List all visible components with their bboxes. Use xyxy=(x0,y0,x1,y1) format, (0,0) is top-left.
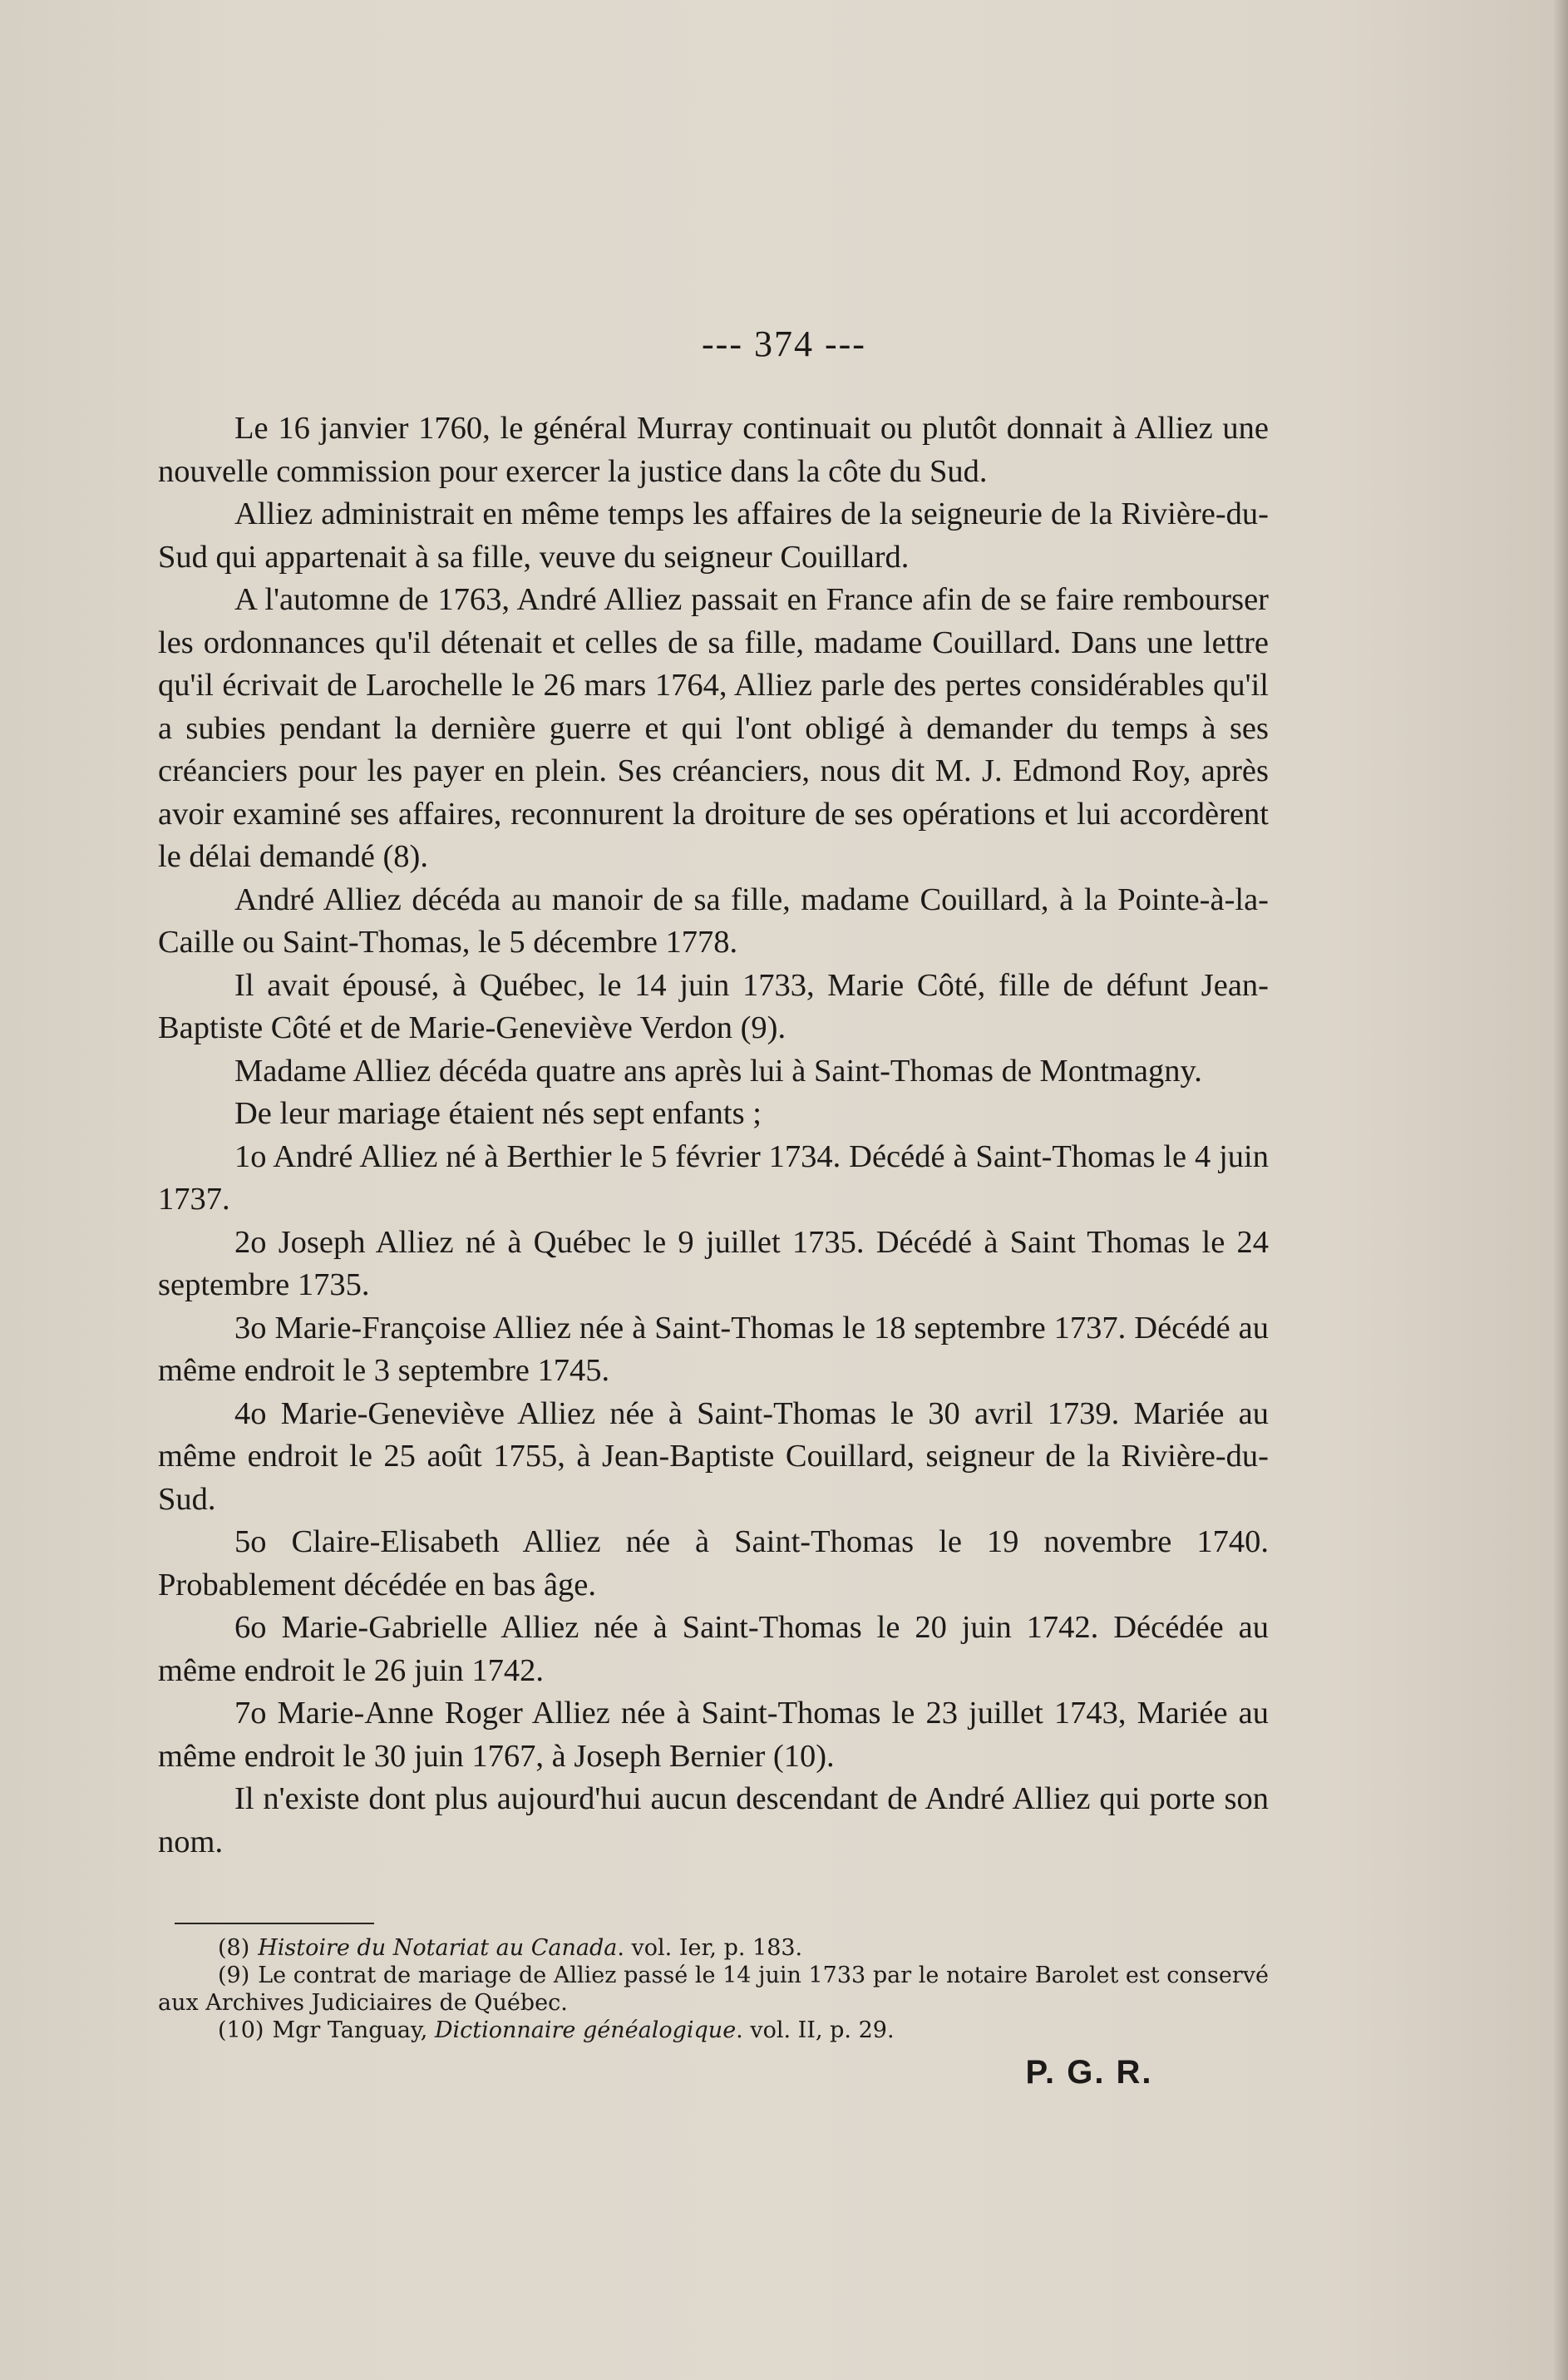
footnote-10: (10) Mgr Tanguay, Dictionnaire généalogique. vol. II, p. 29. xyxy=(218,2017,895,2043)
paragraph: Alliez administrait en même temps les affaires de la seigneurie de la Rivière-du-Sud qui appartenait à sa fille, veuve du seigneur Couillard. xyxy=(158,496,1269,575)
paragraph: Le 16 janvier 1760, le général Murray continuait ou plutôt donnait à Alliez une nouvelle commission pour exercer la justice dans la côte du Sud. xyxy=(158,411,1269,489)
child-entry: 4o Marie-Geneviève Alliez née à Saint-Thomas le 30 avril 1739. Mariée au même endroit le 25 août 1755, à Jean-Baptiste Couillard, seigneur de la Rivière-du-Sud. xyxy=(158,1395,1269,1517)
paragraph: Madame Alliez décéda quatre ans après lui à Saint-Thomas de Montmagny. xyxy=(234,1053,1202,1089)
paragraph: Il avait épousé, à Québec, le 14 juin 1733, Marie Côté, fille de défunt Jean-Baptiste Côté et de Marie-Geneviève Verdon (9). xyxy=(158,967,1269,1045)
child-entry: 6o Marie-Gabrielle Alliez née à Saint-Thomas le 20 juin 1742. Décédée au même endroit le 26 juin 1742. xyxy=(158,1610,1269,1688)
footnote-9: (9) Le contrat de mariage de Alliez passé le 14 juin 1733 par le notaire Barolet est conservé aux Archives Judiciaires de Québec. xyxy=(158,1963,1269,2016)
footnote-8: (8) Histoire du Notariat au Canada. vol. Ier, p. 183. xyxy=(218,1935,803,1961)
footnote-rule xyxy=(175,1923,374,1924)
body-text xyxy=(158,407,1269,1864)
child-entry: 7o Marie-Anne Roger Alliez née à Saint-Thomas le 23 juillet 1743, Mariée au même endroit le 30 juin 1767, à Joseph Bernier (10). xyxy=(158,1696,1269,1774)
paragraph: De leur mariage étaient nés sept enfants ; xyxy=(234,1096,762,1131)
page-number: --- 374 --- xyxy=(702,323,866,364)
child-entry: 2o Joseph Alliez né à Québec le 9 juillet 1735. Décédé à Saint Thomas le 24 septembre 1735. xyxy=(158,1224,1269,1302)
paragraph: A l'automne de 1763, André Alliez passait en France afin de se faire rembourser les ordonnances qu'il détenait et celles de sa fille, madame Couillard. Dans une lettre qu'il écrivait de Larochelle le 26 mars 1764, Alliez parle des pertes considérables qu'il a subies pendant la dernière guerre et qui l'ont obligé à demander du temps à ses créanciers pour les payer en plein. Ses créanciers, nous dit M. J. Edmond Roy, après avoir examiné ses affaires, reconnurent la droiture de ses opérations et lui accordèrent le délai demandé (8). xyxy=(158,582,1269,874)
paragraph: Il n'existe dont plus aujourd'hui aucun descendant de André Alliez qui porte son nom. xyxy=(158,1781,1269,1859)
child-entry: 1o André Alliez né à Berthier le 5 février 1734. Décédé à Saint-Thomas le 4 juin 1737. xyxy=(158,1138,1269,1217)
child-entry: 5o Claire-Elisabeth Alliez née à Saint-Thomas le 19 novembre 1740. Probablement décédée en bas âge. xyxy=(158,1524,1269,1602)
child-entry: 3o Marie-Françoise Alliez née à Saint-Thomas le 18 septembre 1737. Décédé au même endroit le 3 septembre 1745. xyxy=(158,1310,1269,1388)
paragraph: André Alliez décéda au manoir de sa fille, madame Couillard, à la Pointe-à-la-Caille ou Saint-Thomas, le 5 décembre 1778. xyxy=(158,881,1269,960)
footnotes xyxy=(158,1923,1269,2044)
author-signature: P. G. R. xyxy=(1025,2054,1153,2091)
